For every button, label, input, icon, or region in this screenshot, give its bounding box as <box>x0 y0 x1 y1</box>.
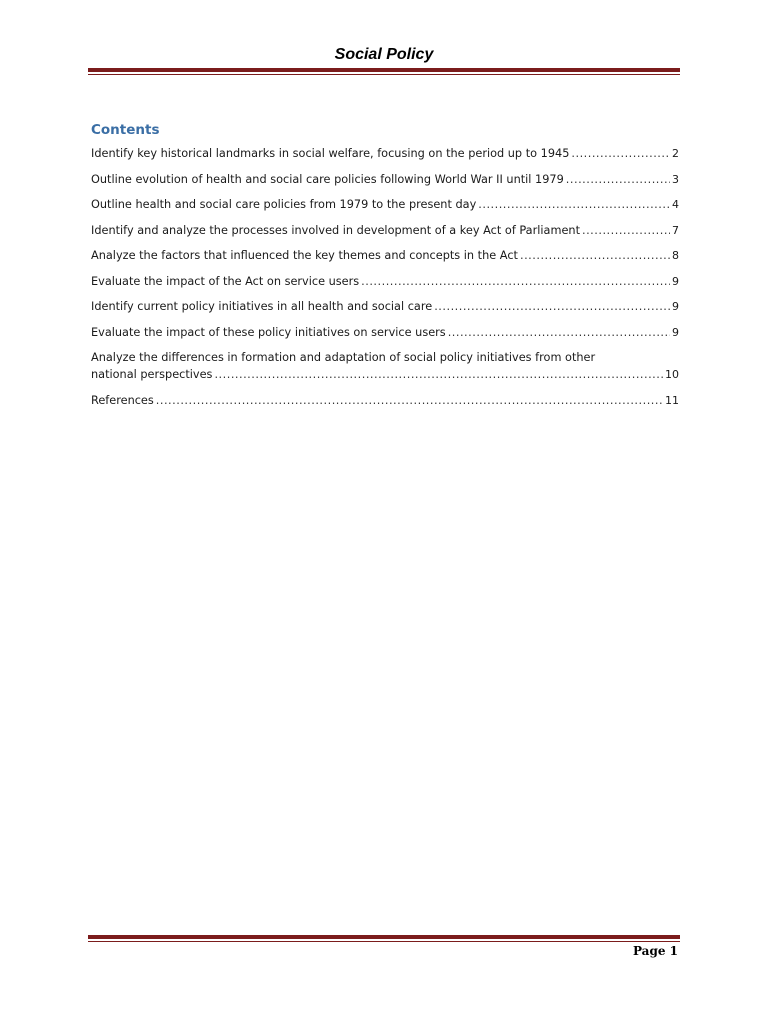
toc-entry[interactable] <box>91 247 679 264</box>
toc-page-number: 11 <box>665 393 679 407</box>
toc-page-number: 2 <box>672 147 679 160</box>
toc-entry-text: Evaluate the impact of these policy initiatives on service users <box>91 325 446 339</box>
toc-entry-text: Identify current policy initiatives in all health and social care <box>91 300 433 313</box>
toc-entry[interactable] <box>91 145 679 162</box>
toc-leader <box>434 298 670 315</box>
toc-entry-text: References <box>91 393 154 407</box>
page-number: Page 1 <box>632 944 678 958</box>
toc-entry[interactable] <box>91 222 679 239</box>
toc-entry[interactable] <box>91 196 679 213</box>
toc-leader <box>582 222 670 239</box>
toc-entry-text: Analyze the factors that influenced the key themes and concepts in the Act <box>91 249 518 262</box>
page-header <box>88 44 680 64</box>
toc-page-number: 10 <box>665 368 679 381</box>
toc-page-number: 9 <box>672 325 679 339</box>
toc-entry-text: Outline evolution of health and social care policies following World War II until 1979 <box>91 172 564 186</box>
toc-page-number: 8 <box>672 249 679 262</box>
toc-entry[interactable] <box>91 324 679 341</box>
toc-entry-text: Evaluate the impact of the Act on service users <box>91 274 360 288</box>
toc-page-number: 3 <box>672 172 679 186</box>
toc-entry-text-line1: Analyze the differences in formation and adaptation of social policy initiatives from other <box>91 351 596 364</box>
toc-entry-text: Outline health and social care policies from 1979 to the present day <box>91 198 477 211</box>
toc-leader <box>361 273 670 290</box>
toc-leader <box>448 324 670 341</box>
footer-rule <box>88 935 680 942</box>
contents-heading: Contents <box>91 122 160 138</box>
toc-entry[interactable] <box>91 392 679 409</box>
table-of-contents <box>91 145 679 417</box>
toc-leader <box>571 145 670 162</box>
toc-entry-text: national perspectives <box>91 368 213 381</box>
toc-entry[interactable] <box>91 171 679 188</box>
toc-page-number: 9 <box>672 274 679 288</box>
toc-entry[interactable] <box>91 273 679 290</box>
toc-leader <box>156 392 663 409</box>
header-title: Social Policy <box>334 46 434 63</box>
toc-entry-text: Identify and analyze the processes involved in development of a key Act of Parliament <box>91 223 580 237</box>
header-rule <box>88 68 680 75</box>
toc-leader <box>478 196 670 213</box>
toc-entry[interactable] <box>91 298 679 315</box>
toc-page-number: 7 <box>672 223 679 237</box>
toc-entry-text: Identify key historical landmarks in social welfare, focusing on the period up to 1945 <box>91 147 570 160</box>
toc-page-number: 9 <box>672 300 679 313</box>
toc-page-number: 4 <box>672 198 679 211</box>
toc-entry[interactable] <box>91 349 679 383</box>
toc-leader <box>520 247 670 264</box>
toc-leader <box>566 171 670 188</box>
toc-leader <box>214 366 663 383</box>
